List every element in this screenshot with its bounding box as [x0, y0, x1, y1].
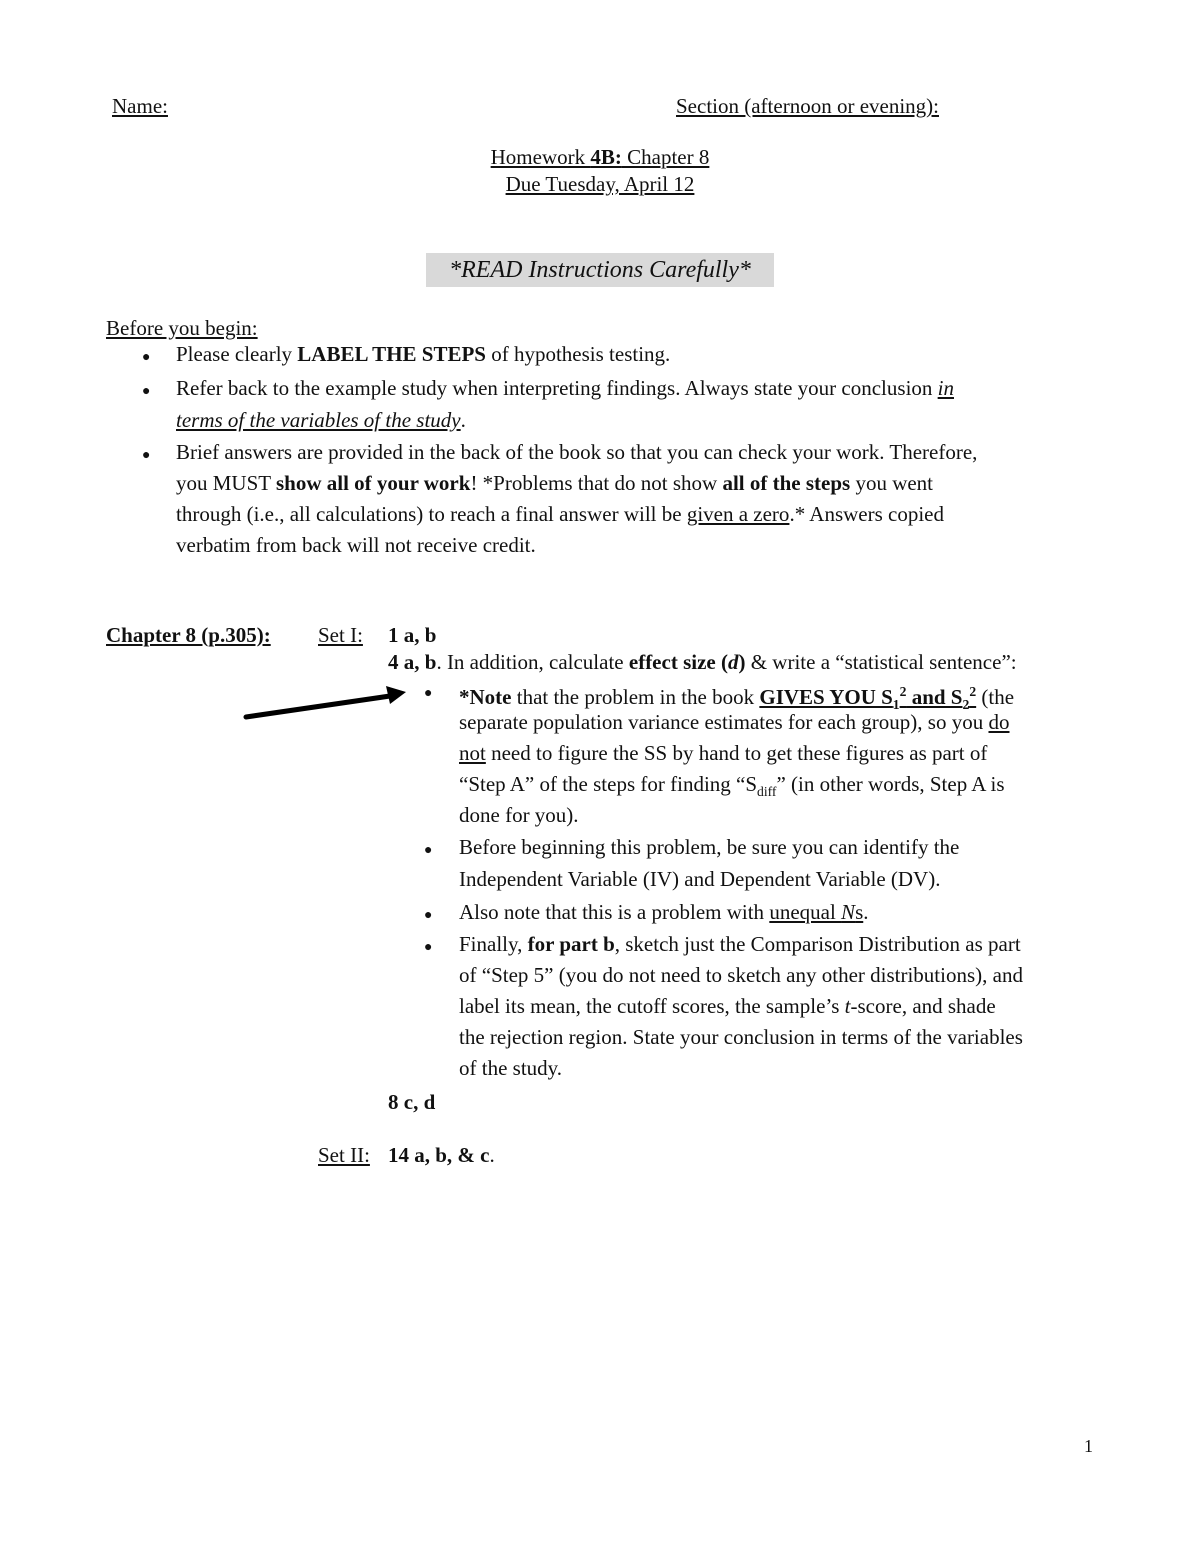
subscript: 1 — [892, 697, 900, 713]
text-underline: do — [988, 710, 1010, 734]
text-bold: for part b — [527, 932, 615, 956]
bullet-dot: ● — [424, 908, 433, 923]
text-bold: 14 a, b, & c — [388, 1143, 490, 1167]
title-part-c: Chapter 8 — [621, 145, 710, 169]
text-bold: ) — [738, 650, 746, 674]
due-date: Due Tuesday, April 12 — [505, 172, 695, 196]
text: separate population variance estimates for each group), so you — [459, 710, 989, 734]
intro-bullet-3-line-4: verbatim from back will not receive credit. — [176, 533, 536, 557]
text-bold: effect size ( — [628, 650, 728, 674]
text: of hypothesis testing. — [485, 342, 671, 366]
text-italic: t — [844, 994, 851, 1018]
text: . — [489, 1143, 495, 1167]
text: . — [863, 900, 869, 924]
text: . — [460, 408, 466, 432]
bullet-dot: ● — [424, 843, 433, 858]
text: need to figure the SS by hand to get these figures as part of — [485, 741, 988, 765]
text: label its mean, the cutoff scores, the sample’s — [459, 994, 845, 1018]
text-italic: N — [841, 900, 856, 924]
text: & write a “statistical sentence”: — [745, 650, 1017, 674]
name-label: Name: — [112, 94, 168, 118]
text-bold-italic: d — [727, 650, 739, 674]
text: that the problem in the book — [511, 685, 760, 709]
text-bold: and S — [906, 685, 963, 709]
text: “Step A” of the steps for finding “S — [459, 772, 758, 796]
set-2-item — [388, 1143, 495, 1168]
text: ” (in other words, Step A is — [776, 772, 1005, 796]
set-1-item-1: 1 a, b — [388, 623, 437, 647]
page-number: 1 — [1084, 1436, 1093, 1456]
intro-bullet-3-line-1: Brief answers are provided in the back of the book so that you can check your work. Therefore, — [176, 440, 978, 464]
before-line-2: Independent Variable (IV) and Dependent Variable (DV). — [459, 867, 941, 891]
superscript: 2 — [899, 684, 907, 699]
before-heading: Before you begin: — [106, 316, 258, 340]
text-underline: given a zero — [686, 502, 790, 526]
intro-bullet-1 — [176, 339, 670, 370]
text-bold: *Note — [459, 685, 512, 709]
text: , sketch just the Comparison Distribution as part — [614, 932, 1021, 956]
note-line-5: done for you). — [459, 803, 579, 827]
finally-line-2: of “Step 5” (you do not need to sketch any other distributions), and — [459, 963, 1023, 987]
intro-bullet-2-line-2 — [176, 405, 466, 436]
text-underline: unequal — [769, 900, 842, 924]
text-bold: all of the steps — [722, 471, 851, 495]
bullet-dot: ● — [424, 686, 433, 701]
section-label: Section (afternoon or evening): — [676, 94, 939, 118]
finally-line-3 — [459, 991, 996, 1022]
text: Finally, — [459, 932, 528, 956]
set-1-item-3: 8 c, d — [388, 1090, 436, 1114]
homework-title — [0, 145, 1200, 170]
text-bold: show all of your work — [275, 471, 471, 495]
text-emphasis: in — [937, 376, 954, 400]
instructions-banner: *READ Instructions Carefully* — [426, 253, 774, 287]
text-underline: not — [459, 741, 486, 765]
text: . In addition, calculate — [436, 650, 629, 674]
arrow-icon — [240, 680, 415, 725]
intro-bullet-2-line-1 — [176, 373, 954, 404]
bullet-dot: ● — [424, 940, 433, 955]
finally-line-4: the rejection region. State your conclusion in terms of the variables — [459, 1025, 1023, 1049]
text: you MUST — [176, 471, 276, 495]
text-underline: s — [855, 900, 864, 924]
note-line-3 — [459, 738, 987, 769]
set-1-item-2 — [388, 650, 1017, 675]
text: ! *Problems that do not show — [470, 471, 723, 495]
set-2-label: Set II: — [318, 1143, 370, 1167]
text: .* Answers copied — [789, 502, 944, 526]
chapter-label: Chapter 8 (p.305): — [106, 623, 271, 647]
also-line — [459, 897, 869, 928]
text: you went — [850, 471, 934, 495]
bullet-dot: ● — [142, 448, 151, 463]
text: -score, and shade — [850, 994, 996, 1018]
text-emphasis: terms of the variables of the study — [176, 408, 461, 432]
text: Please clearly — [176, 342, 298, 366]
finally-line-1 — [459, 929, 1021, 960]
subscript: diff — [757, 784, 777, 800]
subscript: 2 — [962, 697, 970, 713]
intro-bullet-3-line-2 — [176, 468, 933, 499]
bullet-dot: ● — [142, 350, 151, 365]
before-line-1: Before beginning this problem, be sure you can identify the — [459, 835, 960, 859]
note-line-2 — [459, 707, 1009, 738]
text-bold: LABEL THE STEPS — [297, 342, 486, 366]
superscript: 2 — [969, 684, 977, 699]
finally-line-5: of the study. — [459, 1056, 563, 1080]
text-bold: 4 a, b — [388, 650, 437, 674]
text: (the — [976, 685, 1015, 709]
intro-bullet-3-line-3 — [176, 499, 944, 530]
text: Refer back to the example study when interpreting findings. Always state your conclusion — [176, 376, 938, 400]
title-part-a: Homework — [490, 145, 591, 169]
text: Also note that this is a problem with — [459, 900, 770, 924]
bullet-dot: ● — [142, 384, 151, 399]
text: through (i.e., all calculations) to reach a final answer will be — [176, 502, 687, 526]
text-bold: GIVES YOU S — [759, 685, 893, 709]
title-part-b: 4B: — [590, 145, 622, 169]
set-1-label: Set I: — [318, 623, 363, 647]
